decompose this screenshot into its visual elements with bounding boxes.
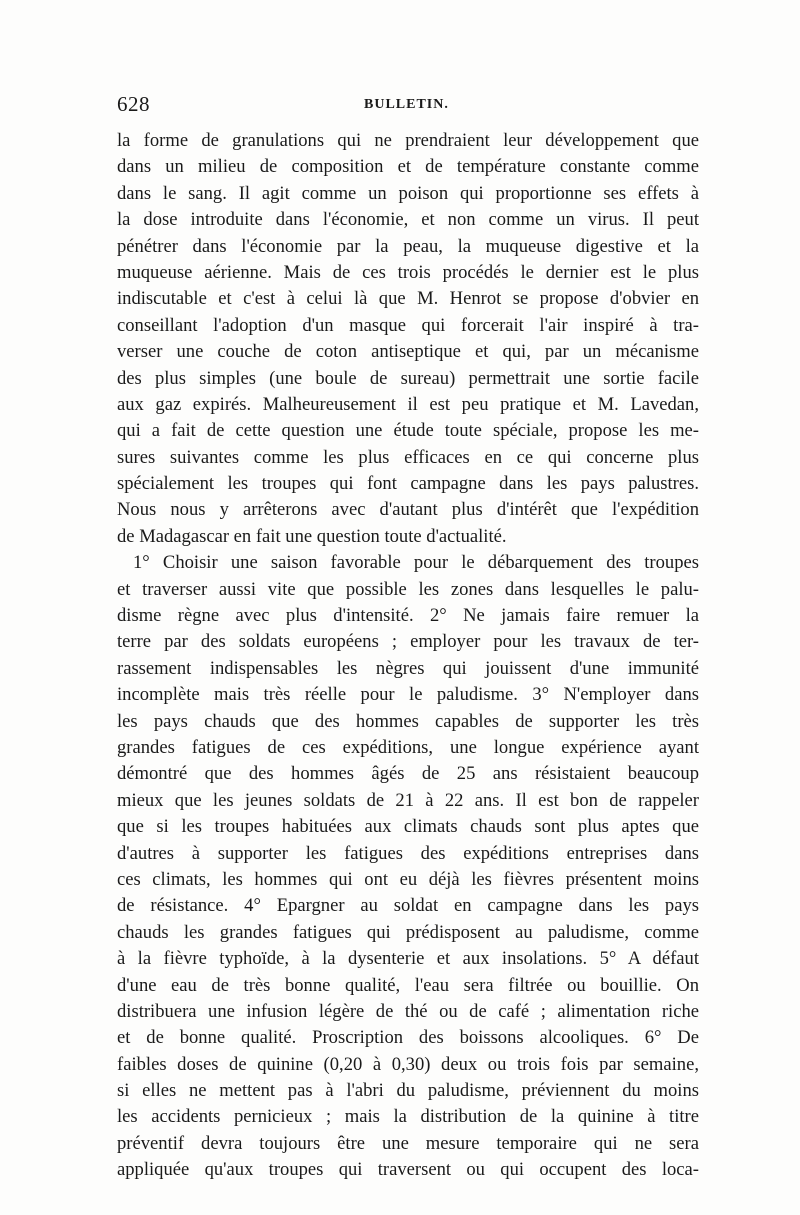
text-line: les pays chauds que des hommes capables de supporter les très	[117, 710, 699, 732]
text-line: des plus simples (une boule de sureau) permettrait une sortie facile	[117, 367, 699, 389]
text-line: la dose introduite dans l'économie, et non comme un virus. Il peut	[117, 209, 699, 231]
text-line-paragraph-start: 1° Choisir une saison favorable pour le débarquement des troupes	[133, 552, 699, 574]
page-number: 628	[117, 92, 150, 116]
text-line: démontré que des hommes âgés de 25 ans résistaient beaucoup	[117, 763, 699, 785]
text-line: disme règne avec plus d'intensité. 2° Ne jamais faire remuer la	[117, 605, 699, 627]
text-line: que si les troupes habituées aux climats chauds sont plus aptes que	[117, 816, 699, 838]
text-line: incomplète mais très réelle pour le paludisme. 3° N'employer dans	[117, 684, 699, 706]
text-line: appliquée qu'aux troupes qui traversent ou qui occupent des loca-	[117, 1159, 699, 1181]
text-line: grandes fatigues de ces expéditions, une longue expérience ayant	[117, 736, 699, 758]
text-line: préventif devra toujours être une mesure temporaire qui ne sera	[117, 1132, 699, 1154]
running-title: BULLETIN.	[364, 97, 449, 112]
text-line: ces climats, les hommes qui ont eu déjà les fièvres présentent moins	[117, 868, 699, 890]
text-line: et traverser aussi vite que possible les zones dans lesquelles le palu-	[117, 578, 699, 600]
text-line: sures suivantes comme les plus efficaces en ce qui concerne plus	[117, 446, 699, 468]
text-line: verser une couche de coton antiseptique et qui, par un mécanisme	[117, 341, 699, 363]
text-line: spécialement les troupes qui font campagne dans les pays palustres.	[117, 473, 699, 495]
text-line: d'autres à supporter les fatigues des expéditions entreprises dans	[117, 842, 699, 864]
text-line: Nous nous y arrêterons avec d'autant plus d'intérêt que l'expédition	[117, 499, 699, 521]
text-line: chauds les grandes fatigues qui prédisposent au paludisme, comme	[117, 921, 699, 943]
text-line: d'une eau de très bonne qualité, l'eau sera filtrée ou bouillie. On	[117, 974, 699, 996]
text-line: rassement indispensables les nègres qui jouissent d'une immunité	[117, 657, 699, 679]
page-header	[117, 92, 697, 122]
text-line: faibles doses de quinine (0,20 à 0,30) deux ou trois fois par semaine,	[117, 1053, 699, 1075]
text-line: terre par des soldats européens ; employer pour les travaux de ter-	[117, 631, 699, 653]
text-line: et de bonne qualité. Proscription des boissons alcooliques. 6° De	[117, 1027, 699, 1049]
text-line: pénétrer dans l'économie par la peau, la muqueuse digestive et la	[117, 235, 699, 257]
text-line: aux gaz expirés. Malheureusement il est peu pratique et M. Lavedan,	[117, 393, 699, 415]
text-line: muqueuse aérienne. Mais de ces trois procédés le dernier est le plus	[117, 261, 699, 283]
text-line: distribuera une infusion légère de thé ou de café ; alimentation riche	[117, 1000, 699, 1022]
text-line: qui a fait de cette question une étude toute spéciale, propose les me-	[117, 420, 699, 442]
text-line: la forme de granulations qui ne prendraient leur développement que	[117, 130, 699, 151]
text-line: à la fièvre typhoïde, à la dysenterie et aux insolations. 5° A défaut	[117, 948, 699, 970]
text-line: indiscutable et c'est à celui là que M. Henrot se propose d'obvier en	[117, 288, 699, 310]
text-line: si elles ne mettent pas à l'abri du paludisme, préviennent du moins	[117, 1080, 699, 1102]
text-line-paragraph-end: de Madagascar en fait une question toute d'actualité.	[117, 525, 507, 547]
text-line: dans un milieu de composition et de température constante comme	[117, 156, 699, 178]
text-line: dans le sang. Il agit comme un poison qui proportionne ses effets à	[117, 182, 699, 204]
text-line: de résistance. 4° Epargner au soldat en campagne dans les pays	[117, 895, 699, 917]
text-line: mieux que les jeunes soldats de 21 à 22 ans. Il est bon de rappeler	[117, 789, 699, 811]
body-text	[117, 128, 699, 1184]
text-line: conseillant l'adoption d'un masque qui forcerait l'air inspiré à tra-	[117, 314, 699, 336]
text-line: les accidents pernicieux ; mais la distribution de la quinine à titre	[117, 1106, 699, 1128]
